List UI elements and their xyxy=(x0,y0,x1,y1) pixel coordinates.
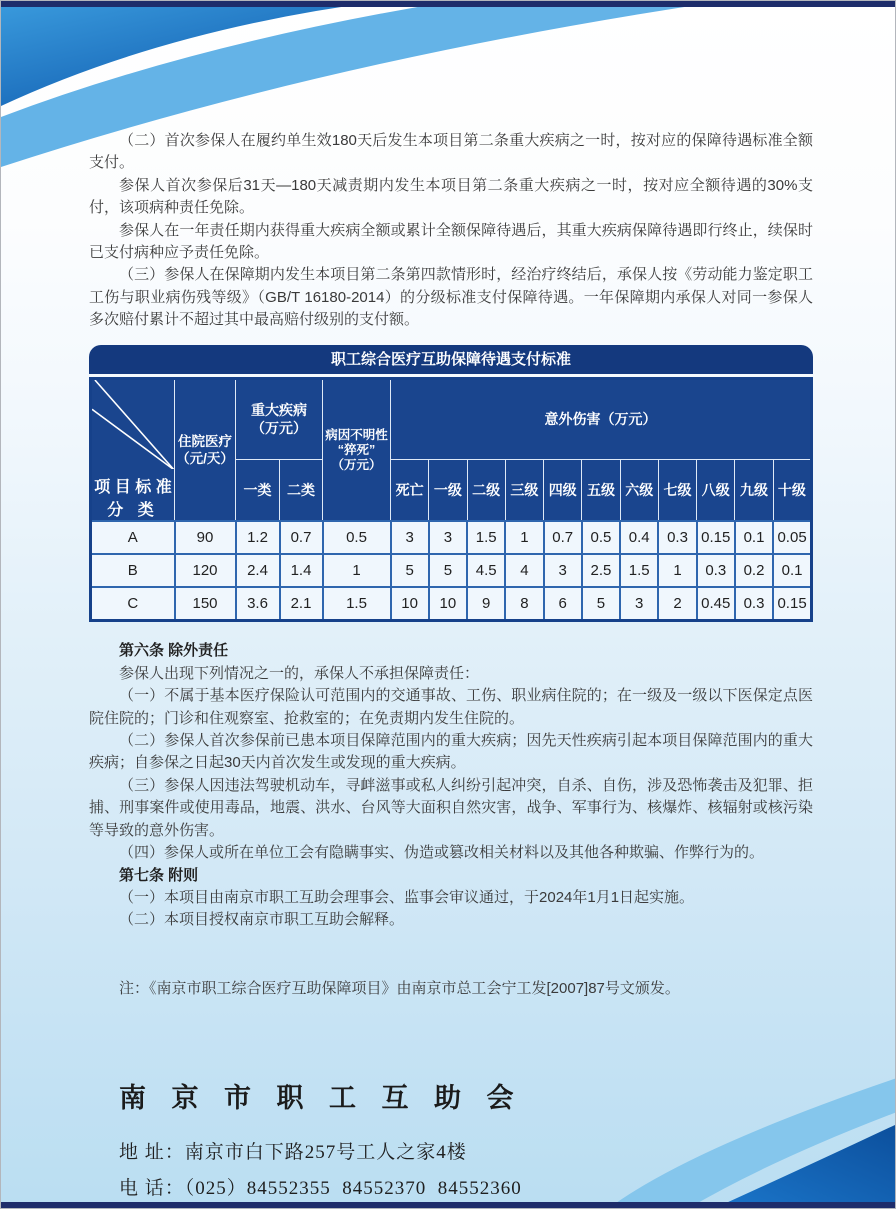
major-class2-header: 二类 xyxy=(280,459,323,521)
corner-label-class: 分 类 xyxy=(107,502,159,520)
rate-cell: 2.1 xyxy=(280,587,323,621)
rate-cell: 0.15 xyxy=(773,587,811,621)
rate-cell: 9 xyxy=(467,587,505,621)
rate-cell: 1.5 xyxy=(620,554,658,587)
hospital-header-line1: 住院医疗 xyxy=(178,434,232,450)
header-row-1 xyxy=(91,378,812,459)
rates-table-body xyxy=(91,521,812,621)
rate-cell: 5 xyxy=(391,554,429,587)
accident-level-header: 死亡 xyxy=(391,459,429,521)
paragraph: （三）参保人因违法驾驶机动车，寻衅滋事或私人纠纷引起冲突，自杀、自伤，涉及恐怖袭击及犯罪、拒捕、刑事案件或使用毒品，地震、洪水、台风等大面积自然灾害，战争、军事行为、核爆炸、核辐射或核污染等导致的意外伤害。 xyxy=(89,776,813,839)
rate-cell: 0.5 xyxy=(323,521,391,554)
address-line: 地 址：南京市白下路257号工人之家4楼 xyxy=(119,1142,467,1164)
rate-cell: 1 xyxy=(323,554,391,587)
accident-level-header: 三级 xyxy=(505,459,543,521)
corner-label-standard: 标 xyxy=(135,479,152,497)
rate-cell: 150 xyxy=(175,587,236,621)
rate-cell: 6 xyxy=(544,587,582,621)
rate-cell: 0.2 xyxy=(735,554,773,587)
corner-diagonal-lines xyxy=(92,380,174,470)
accident-level-header: 二级 xyxy=(467,459,505,521)
benefit-table-block xyxy=(89,345,813,623)
accident-level-header: 七级 xyxy=(658,459,696,521)
top-edge-band xyxy=(1,1,895,7)
paragraph: （三）参保人在保障期内发生本项目第二条第四款情形时，经治疗终结后，承保人按《劳动能力鉴定职工工伤与职业病伤残等级》（GB/T 16180-2014）的分级标准支付保障待遇。一年保障期内承保人对同一参保人多次赔付累计不超过其中最高赔付级别的支付额。 xyxy=(89,266,813,329)
document-content xyxy=(89,1,813,1200)
hospital-header-line2: （元/天） xyxy=(176,451,234,467)
rate-cell: 8 xyxy=(505,587,543,621)
rate-cell: 0.5 xyxy=(582,521,620,554)
paragraph: （二）参保人首次参保前已患本项目保障范围内的重大疾病；因先天性疾病引起本项目保障范围内的重大疾病；自参保之日起30天内首次发生或发现的重大疾病。 xyxy=(89,732,813,772)
rate-cell: 1 xyxy=(658,554,696,587)
accident-level-header: 六级 xyxy=(620,459,658,521)
rate-cell: 5 xyxy=(582,587,620,621)
row-class-cell: C xyxy=(91,587,175,621)
rate-cell: 3 xyxy=(620,587,658,621)
rate-cell: 0.1 xyxy=(735,521,773,554)
sudden-header-line2: “猝死” xyxy=(337,442,376,457)
rate-cell: 3 xyxy=(391,521,429,554)
rate-cell: 0.3 xyxy=(735,587,773,621)
accident-column-header: 意外伤害（万元） xyxy=(391,378,812,459)
note-line: 注：《南京市职工综合医疗互助保障项目》由南京市总工会宁工发[2007]87号文颁发。 xyxy=(119,979,680,997)
major-class1-header: 一类 xyxy=(236,459,280,521)
corner-label-project2: 目 xyxy=(114,479,131,497)
rate-cell: 90 xyxy=(175,521,236,554)
rate-cell: 4 xyxy=(505,554,543,587)
rate-cell: 1.4 xyxy=(280,554,323,587)
rate-cell: 0.4 xyxy=(620,521,658,554)
phone-line: 电 话：（025）84552355 84552370 84552360 xyxy=(119,1178,522,1200)
rate-cell: 1.2 xyxy=(236,521,280,554)
accident-level-header: 一级 xyxy=(429,459,467,521)
rate-cell: 3.6 xyxy=(236,587,280,621)
rate-cell: 0.05 xyxy=(773,521,811,554)
corner-label-standard2: 准 xyxy=(155,479,172,497)
rate-cell: 10 xyxy=(391,587,429,621)
rate-cell: 1 xyxy=(505,521,543,554)
sudden-death-column-header xyxy=(323,378,391,521)
major-header-line2: （万元） xyxy=(251,420,307,437)
rate-cell: 0.45 xyxy=(697,587,735,621)
rate-cell: 10 xyxy=(429,587,467,621)
paragraph: （一）不属于基本医疗保险认可范围内的交通事故、工伤、职业病住院的；在一级及一级以下医保定点医院住院的；门诊和住观察室、抢救室的；在免责期内发生住院的。 xyxy=(89,687,813,727)
row-class-cell: B xyxy=(91,554,175,587)
section6-heading: 第六条 除外责任 xyxy=(119,642,229,660)
hospital-column-header xyxy=(175,378,236,521)
table-row xyxy=(91,554,812,587)
row-class-cell: A xyxy=(91,521,175,554)
accident-level-header: 五级 xyxy=(582,459,620,521)
rate-cell: 3 xyxy=(544,554,582,587)
rate-cell: 0.1 xyxy=(773,554,811,587)
corner-header-cell xyxy=(91,378,175,521)
rate-cell: 5 xyxy=(429,554,467,587)
rate-cell: 2 xyxy=(658,587,696,621)
accident-level-header: 八级 xyxy=(697,459,735,521)
accident-level-header: 九级 xyxy=(735,459,773,521)
major-disease-column-header xyxy=(236,378,323,459)
paragraph: （二）首次参保人在履约单生效180天后发生本项目第二条重大疾病之一时，按对应的保障待遇标准全额支付。 xyxy=(89,132,813,172)
rate-cell: 1.5 xyxy=(467,521,505,554)
paragraph: 参保人首次参保后31天—180天减责期内发生本项目第二条重大疾病之一时，按对应全额待遇的30%支付，该项病种责任免除。 xyxy=(89,176,813,217)
paragraph: 参保人出现下列情况之一的，承保人不承担保障责任： xyxy=(119,664,480,682)
rate-cell: 3 xyxy=(429,521,467,554)
section7-heading: 第七条 附则 xyxy=(119,866,199,884)
bottom-edge-band xyxy=(1,1202,895,1208)
rate-cell: 2.5 xyxy=(582,554,620,587)
rate-cell: 2.4 xyxy=(236,554,280,587)
table-row xyxy=(91,521,812,554)
paragraph: （四）参保人或所在单位工会有隐瞒事实、伪造或篡改相关材料以及其他各种欺骗、作弊行为的。 xyxy=(119,844,765,862)
rate-cell: 0.3 xyxy=(658,521,696,554)
rate-cell: 4.5 xyxy=(467,554,505,587)
sudden-header-line3: （万元） xyxy=(331,457,382,472)
accident-level-header: 四级 xyxy=(544,459,582,521)
rate-cell: 0.7 xyxy=(544,521,582,554)
table-title: 职工综合医疗互助保障待遇支付标准 xyxy=(89,345,813,374)
rate-cell: 120 xyxy=(175,554,236,587)
table-row xyxy=(91,587,812,621)
paragraph: （一）本项目由南京市职工互助会理事会、监事会审议通过，于2024年1月1日起实施。 xyxy=(119,888,695,906)
accident-level-header: 十级 xyxy=(773,459,811,521)
paragraph: （二）本项目授权南京市职工互助会解释。 xyxy=(119,911,405,929)
organization-name: 南 京 市 职 工 互 助 会 xyxy=(119,1083,523,1114)
benefit-rates-table xyxy=(89,377,813,623)
rate-cell: 0.7 xyxy=(280,521,323,554)
rate-cell: 0.3 xyxy=(697,554,735,587)
corner-label-project: 项 xyxy=(94,479,111,497)
paragraph: 参保人在一年责任期内获得重大疾病全额或累计全额保障待遇后，其重大疾病保障待遇即行终止，续保时已支付病种应予责任免除。 xyxy=(89,221,813,262)
major-header-line1: 重大疾病 xyxy=(251,402,307,419)
sudden-header-line1: 病因不明性 xyxy=(325,427,388,442)
rate-cell: 0.15 xyxy=(697,521,735,554)
rate-cell: 1.5 xyxy=(323,587,391,621)
